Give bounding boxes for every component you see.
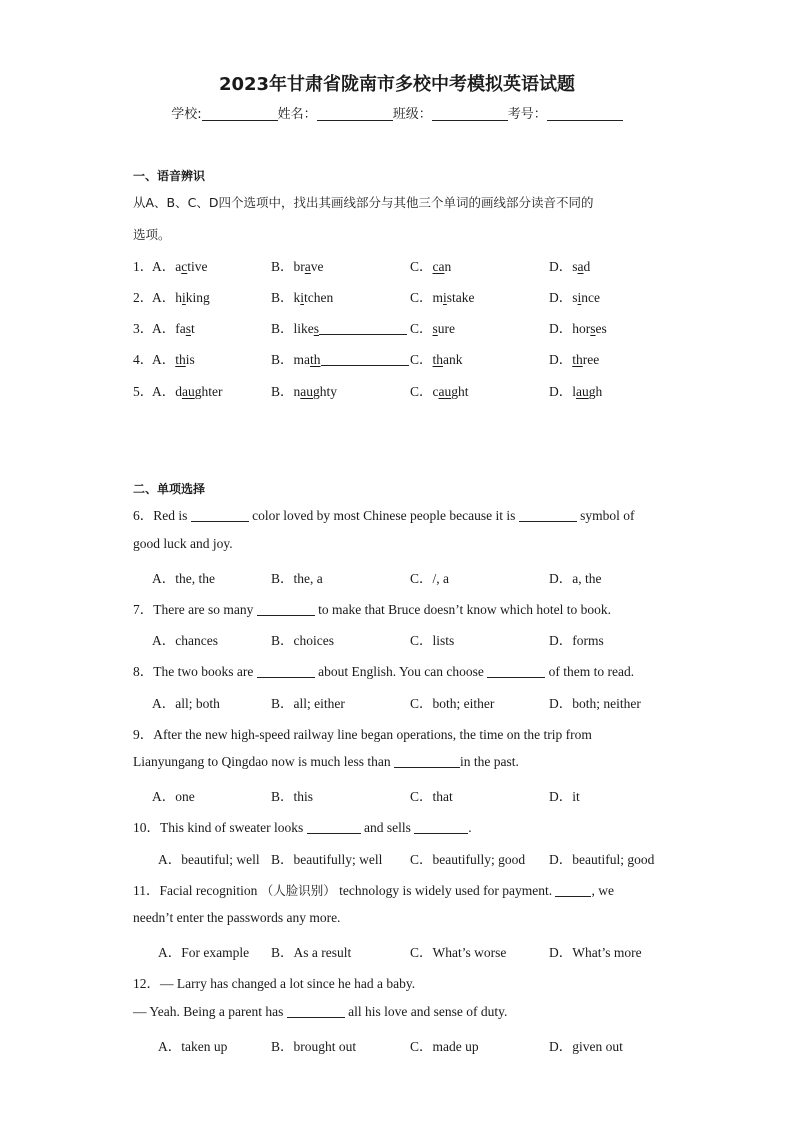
question-number: 2． — [133, 290, 154, 305]
option-d[interactable]: D．a, the — [549, 571, 602, 586]
class-label: 班级： — [392, 107, 432, 122]
option-d[interactable]: D．given out — [549, 1039, 623, 1054]
page-title: 2023年甘肃省陇南市多校中考模拟英语试题 — [218, 74, 576, 95]
question-7-options — [133, 629, 673, 649]
student-info-line — [0, 103, 794, 122]
option-d[interactable]: D．both; neither — [549, 696, 641, 711]
question-7-stem: 7．There are so many to make that Bruce doesn’t know which hotel to book. — [133, 602, 612, 617]
option-c[interactable]: C．beautifully; good — [410, 852, 526, 867]
question-12-options — [133, 1035, 673, 1055]
option-b[interactable]: B．choices — [271, 633, 334, 648]
section1-instruction: 从A、B、C、D四个选项中，找出其画线部分与其他三个单词的画线部分读音不同的 — [133, 195, 594, 210]
answer-blank[interactable] — [555, 884, 591, 897]
option-d[interactable]: D．beautiful; good — [549, 852, 655, 867]
question-6-options — [133, 567, 673, 587]
question-8-options — [133, 692, 673, 712]
option-d[interactable]: D．horses — [549, 321, 607, 336]
answer-blank[interactable] — [257, 603, 315, 616]
option-b[interactable]: B．this — [271, 789, 314, 804]
question-11-stem-cont: needn’t enter the passwords any more. — [133, 910, 341, 925]
option-c[interactable]: C．that — [410, 789, 453, 804]
option-b[interactable]: B．all; either — [271, 696, 345, 711]
option-a[interactable]: A．taken up — [158, 1039, 228, 1054]
option-a[interactable]: A．one — [152, 789, 195, 804]
question-5 — [133, 380, 673, 400]
school-label: 学校: — [171, 107, 202, 122]
option-a[interactable]: A．all; both — [152, 696, 220, 711]
option-b[interactable]: B．brought out — [271, 1039, 357, 1054]
option-c[interactable]: C．mistake — [410, 290, 475, 305]
question-4 — [133, 348, 673, 368]
school-field[interactable] — [202, 106, 278, 121]
name-field[interactable] — [317, 106, 393, 121]
question-6-stem-cont: good luck and joy. — [133, 536, 233, 551]
class-field[interactable] — [432, 106, 508, 121]
question-9-stem-cont: Lianyungang to Qingdao now is much less than in the past. — [133, 754, 519, 769]
option-a[interactable]: A．chances — [152, 633, 218, 648]
option-b[interactable]: B．the, a — [271, 571, 323, 586]
option-b[interactable]: B．math — [271, 348, 409, 368]
option-b[interactable]: B．beautifully; well — [271, 852, 383, 867]
name-label: 姓名： — [277, 107, 317, 122]
option-b[interactable]: B．kitchen — [271, 290, 334, 305]
question-11-options — [133, 941, 673, 961]
exam-no-field[interactable] — [547, 106, 623, 121]
answer-blank[interactable] — [287, 1005, 345, 1018]
exam-no-label: 考号： — [507, 107, 547, 122]
answer-blank[interactable] — [414, 821, 468, 834]
option-a[interactable]: A．the, the — [152, 571, 215, 586]
option-b[interactable]: B．naughty — [271, 384, 338, 399]
option-a[interactable]: A．active — [152, 259, 208, 274]
question-10-stem: 10．This kind of sweater looks and sells . — [133, 820, 472, 835]
option-d[interactable]: D．since — [549, 290, 601, 305]
option-b[interactable]: B．As a result — [271, 945, 352, 960]
option-d[interactable]: D．three — [549, 352, 600, 367]
question-12-stem-cont: — Yeah. Being a parent has all his love and sense of duty. — [133, 1004, 508, 1019]
question-9-options — [133, 785, 673, 805]
option-c[interactable]: C．thank — [410, 352, 463, 367]
question-number: 3． — [133, 321, 154, 336]
option-a[interactable]: A．daughter — [152, 384, 223, 399]
option-a[interactable]: A．hiking — [152, 290, 210, 305]
option-c[interactable]: C．sure — [410, 321, 456, 336]
question-2 — [133, 286, 673, 306]
question-11-stem: 11．Facial recognition （人脸识别） technology is widely used for payment. , we — [133, 883, 614, 898]
question-12-stem: 12．— Larry has changed a lot since he had a baby. — [133, 976, 416, 991]
answer-blank[interactable] — [257, 665, 315, 678]
option-b[interactable]: B．brave — [271, 259, 324, 274]
option-c[interactable]: C．caught — [410, 384, 469, 399]
option-a[interactable]: A．fast — [152, 321, 195, 336]
option-d[interactable]: D．What’s more — [549, 945, 642, 960]
answer-blank[interactable] — [191, 509, 249, 522]
option-c[interactable]: C．can — [410, 259, 452, 274]
option-c[interactable]: C．made up — [410, 1039, 479, 1054]
question-number: 1． — [133, 259, 154, 274]
answer-blank[interactable] — [519, 509, 577, 522]
section-heading-multiple-choice: 二、单项选择 — [133, 482, 206, 496]
option-a[interactable]: A．beautiful; well — [158, 852, 260, 867]
option-b[interactable]: B．likes — [271, 317, 407, 337]
section1-instruction-cont: 选项。 — [133, 227, 171, 242]
option-c[interactable]: C．/, a — [410, 571, 449, 586]
option-d[interactable]: D．it — [549, 789, 580, 804]
option-a[interactable]: A．For example — [158, 945, 250, 960]
question-1 — [133, 255, 673, 275]
question-number: 4． — [133, 352, 154, 367]
question-10-options — [133, 848, 673, 868]
answer-blank[interactable] — [394, 755, 460, 768]
option-c[interactable]: C．What’s worse — [410, 945, 507, 960]
option-a[interactable]: A．this — [152, 352, 195, 367]
option-c[interactable]: C．lists — [410, 633, 455, 648]
question-6-stem: 6．Red is color loved by most Chinese people because it is symbol of — [133, 508, 635, 523]
question-9-stem: 9．After the new high-speed railway line began operations, the time on the trip from — [133, 727, 592, 742]
question-8-stem: 8．The two books are about English. You can choose of them to read. — [133, 664, 635, 679]
section-heading-phonetics: 一、语音辨识 — [133, 169, 206, 183]
option-d[interactable]: D．laugh — [549, 384, 603, 399]
option-d[interactable]: D．sad — [549, 259, 591, 274]
question-number: 5． — [133, 384, 154, 399]
question-3 — [133, 317, 673, 337]
answer-blank[interactable] — [487, 665, 545, 678]
option-c[interactable]: C．both; either — [410, 696, 495, 711]
answer-blank[interactable] — [307, 821, 361, 834]
option-d[interactable]: D．forms — [549, 633, 604, 648]
